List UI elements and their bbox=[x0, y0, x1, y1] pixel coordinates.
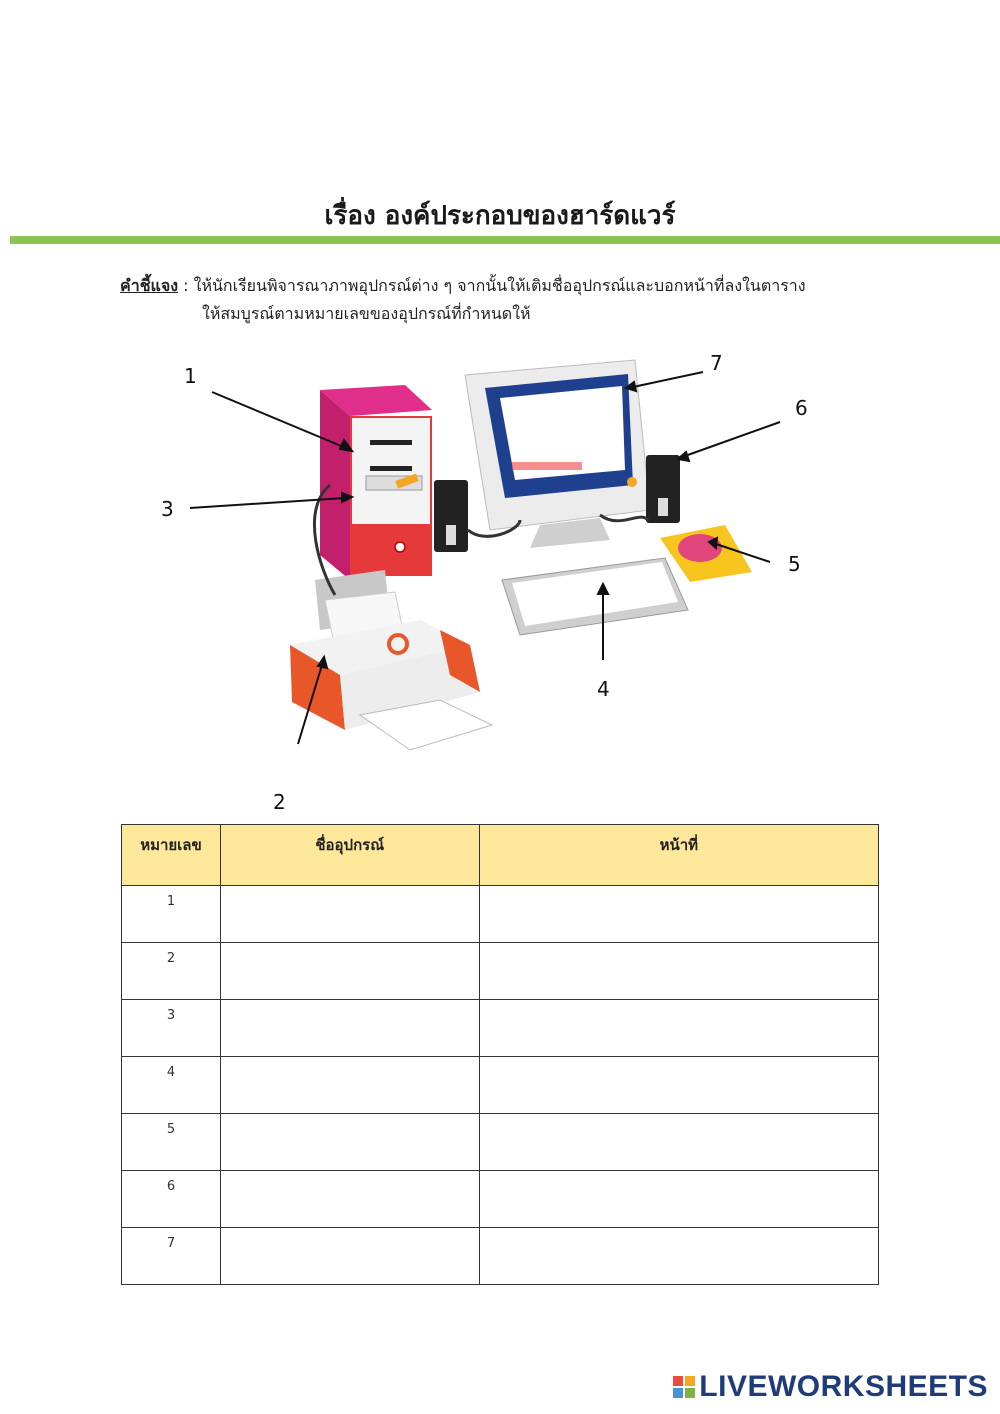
device-name-field[interactable] bbox=[220, 1114, 479, 1171]
row-number: 3 bbox=[122, 1000, 221, 1057]
row-number: 6 bbox=[122, 1171, 221, 1228]
instructions bbox=[120, 272, 880, 328]
function-field[interactable] bbox=[479, 1171, 878, 1228]
device-name-field[interactable] bbox=[220, 1000, 479, 1057]
worksheet-title: เรื่อง องค์ประกอบของฮาร์ดแวร์ bbox=[324, 201, 676, 231]
keyboard-icon bbox=[502, 558, 688, 635]
table-row bbox=[122, 1228, 879, 1285]
callout-5: 5 bbox=[788, 552, 801, 576]
function-field[interactable] bbox=[479, 1228, 878, 1285]
instructions-line1: ให้นักเรียนพิจารณาภาพอุปกรณ์ต่าง ๆ จากนั้นให้เติมชื่ออุปกรณ์และบอกหน้าที่ลงในตาราง bbox=[193, 276, 806, 295]
table-row bbox=[122, 1057, 879, 1114]
title-divider bbox=[10, 236, 1000, 244]
callout-4: 4 bbox=[597, 677, 610, 701]
header-device-name: ชื่ออุปกรณ์ bbox=[220, 825, 479, 886]
table-row bbox=[122, 1114, 879, 1171]
speaker-right-icon bbox=[646, 455, 680, 523]
function-field[interactable] bbox=[479, 1057, 878, 1114]
table-row bbox=[122, 1171, 879, 1228]
callout-3: 3 bbox=[161, 497, 174, 521]
function-field[interactable] bbox=[479, 886, 878, 943]
table-row bbox=[122, 943, 879, 1000]
liveworksheets-logo-icon bbox=[673, 1376, 695, 1398]
instructions-separator: : bbox=[183, 276, 189, 295]
function-field[interactable] bbox=[479, 1114, 878, 1171]
row-number: 1 bbox=[122, 886, 221, 943]
brand-name: LIVEWORKSHEETS bbox=[699, 1370, 988, 1403]
callout-6: 6 bbox=[795, 396, 808, 420]
answer-table bbox=[121, 824, 879, 1285]
mouse-icon bbox=[660, 525, 752, 582]
instructions-label: คำชี้แจง bbox=[120, 276, 179, 295]
table-row bbox=[122, 1000, 879, 1057]
speaker-left-icon bbox=[434, 480, 468, 552]
computer-case-icon bbox=[320, 385, 432, 580]
header-number: หมายเลข bbox=[122, 825, 221, 886]
hardware-illustration bbox=[0, 330, 1000, 820]
table-header-row bbox=[122, 825, 879, 886]
row-number: 5 bbox=[122, 1114, 221, 1171]
function-field[interactable] bbox=[479, 943, 878, 1000]
instructions-line2: ให้สมบูรณ์ตามหมายเลขของอุปกรณ์ที่กำหนดให้ bbox=[202, 304, 531, 323]
row-number: 4 bbox=[122, 1057, 221, 1114]
device-name-field[interactable] bbox=[220, 1171, 479, 1228]
device-name-field[interactable] bbox=[220, 1057, 479, 1114]
printer-icon bbox=[290, 570, 492, 750]
brand-footer bbox=[673, 1370, 988, 1404]
device-name-field[interactable] bbox=[220, 886, 479, 943]
callout-7: 7 bbox=[710, 351, 723, 375]
function-field[interactable] bbox=[479, 1000, 878, 1057]
row-number: 2 bbox=[122, 943, 221, 1000]
header-function: หน้าที่ bbox=[479, 825, 878, 886]
row-number: 7 bbox=[122, 1228, 221, 1285]
device-name-field[interactable] bbox=[220, 1228, 479, 1285]
callout-1: 1 bbox=[184, 364, 197, 388]
callout-2: 2 bbox=[273, 790, 286, 814]
device-name-field[interactable] bbox=[220, 943, 479, 1000]
table-row bbox=[122, 886, 879, 943]
